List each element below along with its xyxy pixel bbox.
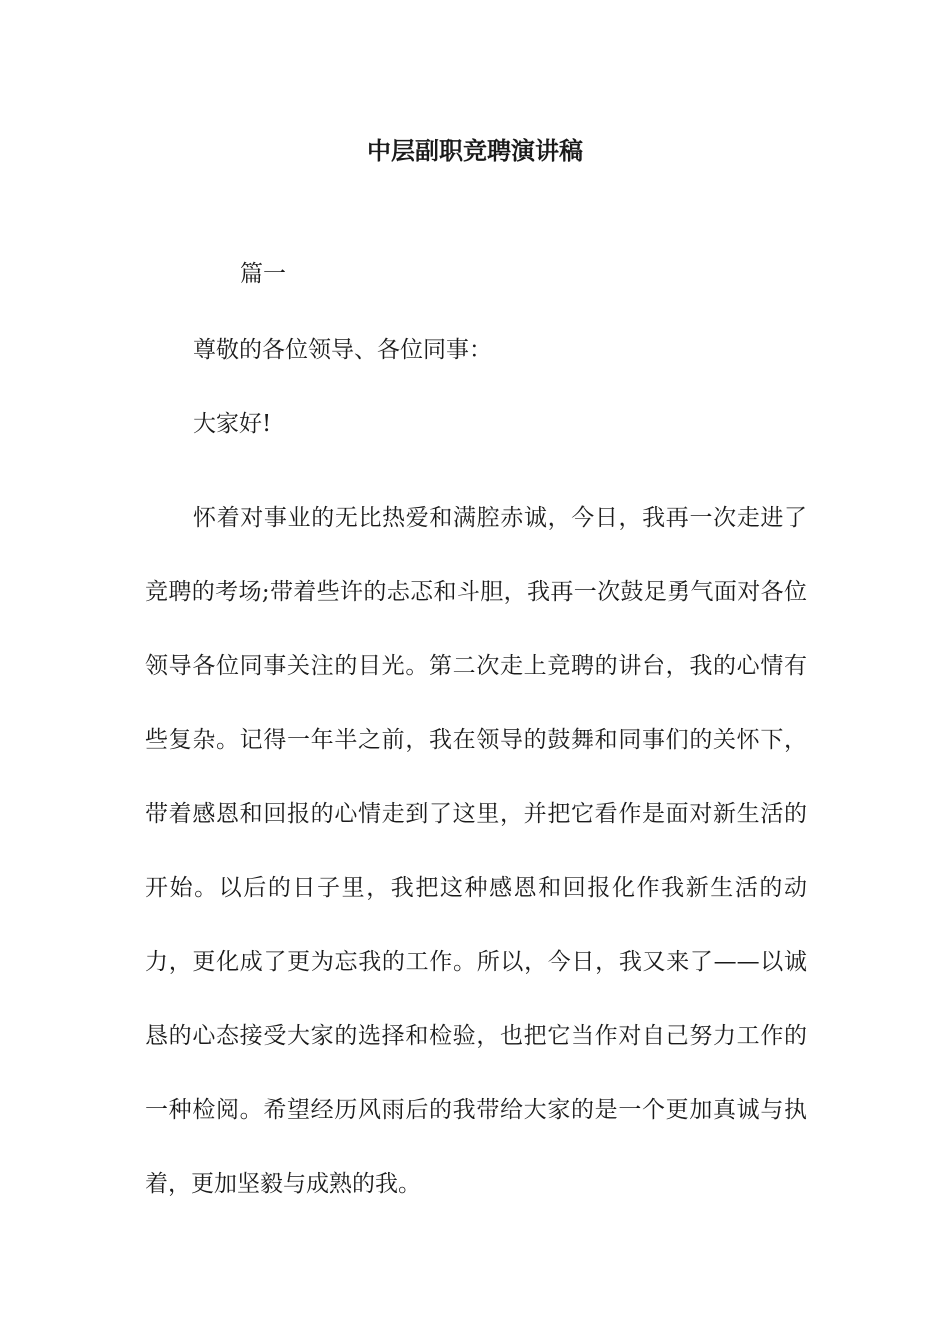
document-title: 中层副职竞聘演讲稿 bbox=[367, 136, 583, 165]
section-label: 篇一 bbox=[240, 261, 286, 287]
salutation: 尊敬的各位领导、各位同事： bbox=[193, 337, 492, 363]
body-paragraph: 怀着对事业的无比热爱和满腔赤诚，今日，我再一次走进了竞聘的考场;带着些许的忐忑和斗胆，我再一次鼓足勇气面对各位领导各位同事关注的目光。第二次走上竞聘的讲台，我的心情有些复杂。记得一年半之前，我在领导的鼓舞和同事们的关怀下，带着感恩和回报的心情走到了这里，并把它看作是面对新生活的开始。以后的日子里，我把这种感恩和回报化作我新生活的动力，更化成了更为忘我的工作。所以，今日，我又来了——以诚恳的心态接受大家的选择和检验，也把它当作对自己努力工作的一种检阅。希望经历风雨后的我带给大家的是一个更加真诚与执着，更加坚毅与成熟的我。 bbox=[145, 505, 807, 1197]
greeting: 大家好! bbox=[193, 411, 272, 437]
